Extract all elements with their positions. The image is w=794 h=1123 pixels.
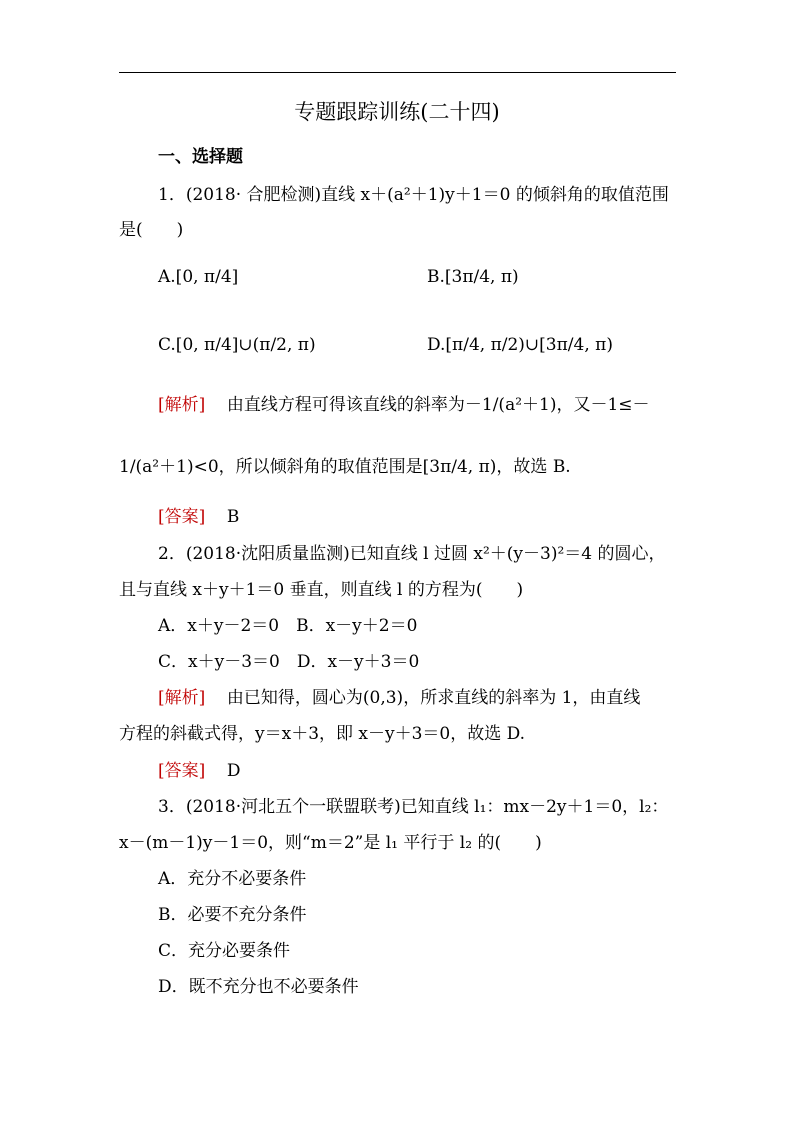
q1-analysis-text2: 1/(a²＋1)<0，所以倾斜角的取值范围是[3π/4, π)，故选 B. <box>119 457 571 477</box>
q1-option-c: C.[0, π/4]∪(π/2, π) <box>158 335 316 355</box>
q1-answer <box>158 506 239 528</box>
q3-option-b: B．必要不充分条件 <box>158 905 307 925</box>
q1-stem-line1: 1．(2018· 合肥检测)直线 x＋(a²＋1)y＋1＝0 的倾斜角的取值范围 <box>158 185 669 205</box>
q2-stem-line2: 且与直线 x＋y＋1＝0 垂直，则直线 l 的方程为( ) <box>119 580 524 600</box>
section-heading: 一、选择题 <box>158 147 243 167</box>
analysis-tag: [解析] <box>158 395 206 415</box>
q1-analysis-text1: 由直线方程可得该直线的斜率为－1/(a²＋1)，又－1≤－ <box>226 395 650 415</box>
q1-stem-line2: 是( ) <box>119 220 184 240</box>
q1-analysis <box>158 394 650 416</box>
q1-option-d: D.[π/4, π/2)∪[3π/4, π) <box>427 335 613 355</box>
q3-stem-line2: x－(m－1)y－1＝0，则“m＝2”是 l₁ 平行于 l₂ 的( ) <box>119 833 542 853</box>
q2-answer-value: D <box>226 761 241 781</box>
q2-answer <box>158 760 241 782</box>
q3-option-a: A．充分不必要条件 <box>158 869 307 889</box>
q3-option-d: D．既不充分也不必要条件 <box>158 977 359 997</box>
q3-option-c: C．充分必要条件 <box>158 941 291 961</box>
header-rule <box>119 72 676 73</box>
q1-answer-value: B <box>226 507 240 527</box>
q2-analysis-text1: 由已知得，圆心为(0,3)，所求直线的斜率为 1，由直线 <box>226 688 641 708</box>
answer-tag: [答案] <box>158 761 206 781</box>
page-title: 专题跟踪训练(二十四) <box>294 100 500 124</box>
q2-analysis-text2: 方程的斜截式得，y＝x＋3，即 x－y＋3＝0，故选 D. <box>119 724 526 744</box>
q2-stem-line1: 2．(2018·沈阳质量监测)已知直线 l 过圆 x²＋(y－3)²＝4 的圆心， <box>158 544 666 564</box>
q2-analysis <box>158 687 640 709</box>
q1-option-a: A.[0, π/4] <box>158 267 239 287</box>
analysis-tag: [解析] <box>158 688 206 708</box>
q2-options-ab: A．x＋y－2＝0 B．x－y＋2＝0 <box>158 616 418 636</box>
q3-stem-line1: 3．(2018·河北五个一联盟联考)已知直线 l₁：mx－2y＋1＝0，l₂： <box>158 797 669 817</box>
answer-tag: [答案] <box>158 507 206 527</box>
q2-options-cd: C．x＋y－3＝0 D．x－y＋3＝0 <box>158 652 420 672</box>
q1-option-b: B.[3π/4, π) <box>427 267 519 287</box>
